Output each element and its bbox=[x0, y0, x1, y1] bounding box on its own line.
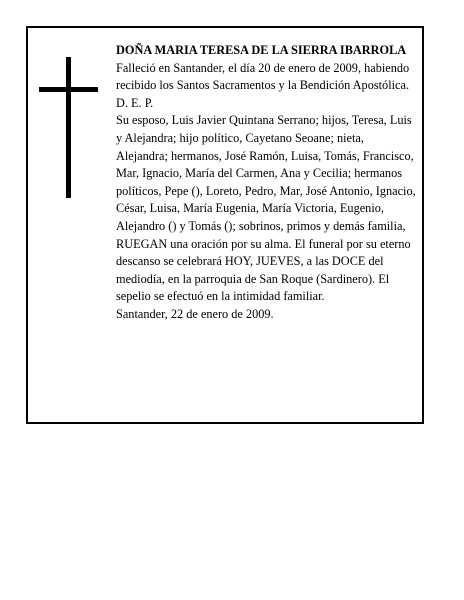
cross-vertical-bar bbox=[66, 57, 71, 198]
obituary-text bbox=[116, 42, 416, 324]
cross-horizontal-bar bbox=[39, 87, 98, 92]
death-notice: Falleció en Santander, el día 20 de enero de 2009, habiendo recibido los Santos Sacramentos y la Bendición Apostólica. bbox=[116, 60, 410, 93]
funeral-request: RUEGAN una oración por su alma. El funeral por su eterno descanso se celebrará HOY, JUEVES, a las DOCE del mediodía, en la parroquia de San Roque (Sardinero). El sepelio se efectuó en la intimidad familiar. bbox=[116, 236, 411, 304]
date-line: Santander, 22 de enero de 2009. bbox=[116, 306, 274, 321]
family-list: Su esposo, Luis Javier Quintana Serrano; hijos, Teresa, Luis y Alejandra; hijo político, Cayetano Seoane; nieta, Alejandra; hermanos, José Ramón, Luisa, Tomás, Francisco, Mar, Ignacio, María del Carmen, Ana y Cecilia; hermanos políticos, Pepe (), Loreto, Pedro, Mar, José Antonio, Ignacio, César, Luisa, María Eugenia, María Victoria, Eugenio, Alejandro () y Tomás (); sobrinos, primos y demás familia, bbox=[116, 113, 416, 233]
deceased-name: DOÑA MARIA TERESA DE LA SIERRA IBARROLA bbox=[116, 43, 407, 57]
rest-in-peace: D. E. P. bbox=[116, 95, 154, 110]
obituary-notice bbox=[26, 26, 424, 424]
